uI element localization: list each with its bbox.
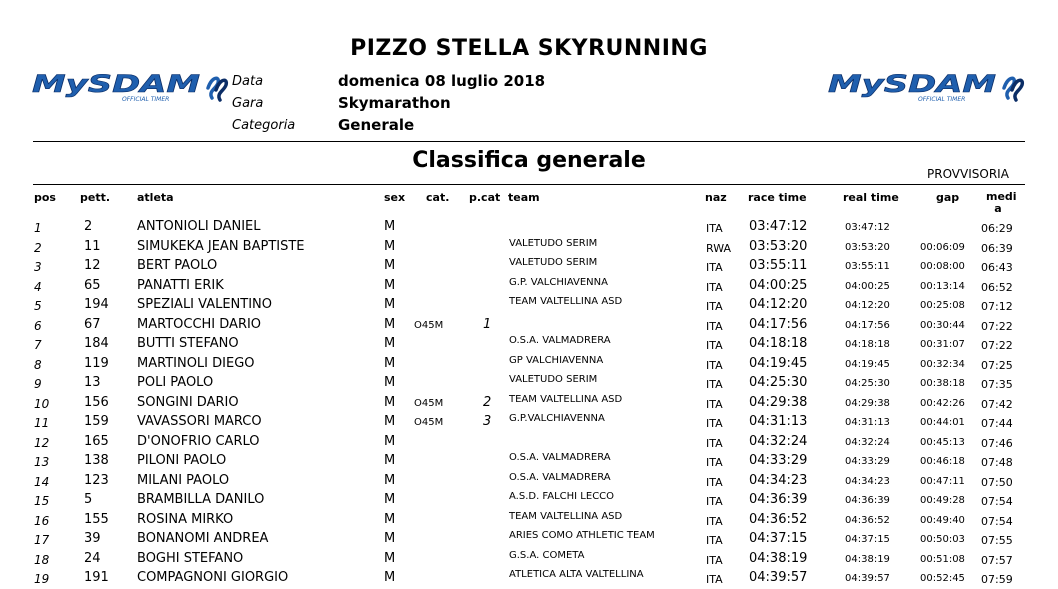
row-pace: 07:57 bbox=[981, 553, 1013, 567]
row-nation: ITA bbox=[706, 397, 723, 411]
row-category-pos: 2 bbox=[483, 394, 492, 410]
row-nation: ITA bbox=[706, 475, 723, 489]
row-gap: 00:45:13 bbox=[920, 436, 965, 448]
row-pace: 07:54 bbox=[981, 514, 1013, 528]
row-nation: ITA bbox=[706, 514, 723, 528]
row-gap: 00:30:44 bbox=[920, 319, 965, 331]
row-race-time: 04:39:57 bbox=[749, 570, 808, 585]
row-real-time: 04:36:52 bbox=[845, 514, 890, 526]
row-nation: ITA bbox=[706, 553, 723, 567]
gara-label: Gara bbox=[232, 96, 264, 111]
gara-value: Skymarathon bbox=[338, 94, 451, 112]
row-race-time: 04:32:24 bbox=[749, 433, 808, 449]
row-team: O.S.A. VALMADRERA bbox=[509, 452, 611, 463]
logo-subtext: OFFICIAL TIMER bbox=[918, 96, 966, 103]
row-gap: 00:46:18 bbox=[920, 456, 965, 467]
row-pett: 13 bbox=[84, 375, 101, 390]
row-category-pos: 1 bbox=[483, 316, 492, 332]
row-pace: 07:22 bbox=[981, 319, 1013, 333]
row-gap: 00:47:11 bbox=[920, 475, 965, 487]
col-header-team: team bbox=[508, 191, 540, 204]
page-title: PIZZO STELLA SKYRUNNING bbox=[350, 36, 708, 61]
row-pett: 5 bbox=[84, 492, 93, 507]
row-team: TEAM VALTELLINA ASD bbox=[509, 393, 623, 405]
row-athlete: BUTTI STEFANO bbox=[137, 336, 239, 351]
row-race-time: 03:47:12 bbox=[749, 219, 808, 234]
row-real-time: 04:17:56 bbox=[845, 319, 890, 331]
row-real-time: 04:29:38 bbox=[845, 397, 890, 409]
row-race-time: 04:33:29 bbox=[749, 453, 808, 468]
row-athlete: VAVASSORI MARCO bbox=[137, 414, 262, 429]
row-real-time: 03:55:11 bbox=[845, 261, 890, 272]
col-header-race-time: race time bbox=[748, 191, 807, 204]
row-gap: 00:49:40 bbox=[920, 514, 965, 526]
row-team: O.S.A. VALMADRERA bbox=[509, 471, 611, 483]
col-header-pett: pett. bbox=[80, 191, 111, 204]
col-header-media: medi a bbox=[986, 190, 1017, 215]
row-team: GP VALCHIAVENNA bbox=[509, 354, 604, 366]
row-athlete: ANTONIOLI DANIEL bbox=[137, 219, 261, 234]
row-pace: 07:42 bbox=[981, 397, 1013, 411]
row-sex: M bbox=[384, 297, 396, 312]
row-pace: 07:59 bbox=[981, 573, 1013, 586]
col-header-naz: naz bbox=[705, 191, 727, 204]
row-pace: 07:44 bbox=[981, 417, 1013, 430]
row-team: VALETUDO SERIM bbox=[509, 257, 598, 268]
row-gap: 00:25:08 bbox=[920, 300, 965, 311]
row-race-time: 03:53:20 bbox=[749, 238, 808, 254]
logo-wordmark: MySDAM bbox=[32, 70, 201, 98]
row-sex: M bbox=[384, 472, 396, 488]
row-pos: 14 bbox=[34, 474, 50, 489]
table-row bbox=[0, 335, 1058, 355]
row-pace: 06:43 bbox=[981, 261, 1013, 274]
row-gap: 00:32:34 bbox=[920, 358, 965, 370]
row-real-time: 04:32:24 bbox=[845, 436, 890, 448]
row-athlete: MARTOCCHI DARIO bbox=[137, 316, 262, 332]
table-row bbox=[0, 238, 1058, 258]
row-sex: M bbox=[384, 570, 396, 585]
col-header-pos: pos bbox=[34, 191, 56, 204]
classification-title: Classifica generale bbox=[412, 148, 646, 173]
row-sex: M bbox=[384, 492, 396, 507]
row-athlete: BRAMBILLA DANILO bbox=[137, 492, 265, 507]
row-nation: ITA bbox=[706, 378, 723, 391]
header-divider bbox=[33, 141, 1025, 142]
row-athlete: SONGINI DARIO bbox=[137, 394, 239, 410]
row-real-time: 04:18:18 bbox=[845, 339, 890, 350]
table-row bbox=[0, 413, 1058, 433]
row-pos: 15 bbox=[34, 494, 50, 508]
row-pos: 13 bbox=[34, 455, 50, 469]
row-athlete: PILONI PAOLO bbox=[137, 453, 227, 468]
row-nation: ITA bbox=[706, 222, 723, 235]
row-pett: 155 bbox=[84, 511, 109, 527]
logo-swirl-icon bbox=[208, 78, 226, 100]
row-sex: M bbox=[384, 453, 396, 468]
row-pace: 07:54 bbox=[981, 495, 1013, 508]
row-pett: 156 bbox=[84, 394, 109, 410]
status-badge: PROVVISORIA bbox=[927, 167, 1009, 181]
row-real-time: 04:25:30 bbox=[845, 378, 890, 389]
table-row bbox=[0, 374, 1058, 394]
row-pace: 06:52 bbox=[981, 280, 1013, 294]
row-pace: 07:22 bbox=[981, 339, 1013, 352]
table-row bbox=[0, 472, 1058, 492]
row-nation: ITA bbox=[706, 319, 723, 333]
row-pett: 12 bbox=[84, 258, 101, 273]
row-athlete: ROSINA MIRKO bbox=[137, 511, 234, 527]
table-row bbox=[0, 491, 1058, 511]
table-row bbox=[0, 316, 1058, 336]
row-gap: 00:31:07 bbox=[920, 339, 965, 350]
row-pos: 8 bbox=[34, 357, 42, 372]
table-row bbox=[0, 511, 1058, 531]
row-team: TEAM VALTELLINA ASD bbox=[509, 296, 623, 307]
row-pett: 138 bbox=[84, 453, 109, 468]
logo-wordmark: MySDAM bbox=[828, 70, 997, 98]
row-pett: 165 bbox=[84, 433, 109, 449]
table-row bbox=[0, 569, 1058, 589]
row-sex: M bbox=[384, 414, 396, 429]
row-pos: 4 bbox=[34, 279, 42, 294]
row-team: VALETUDO SERIM bbox=[509, 237, 598, 249]
row-pos: 2 bbox=[34, 240, 42, 255]
row-nation: ITA bbox=[706, 280, 723, 294]
row-athlete: MILANI PAOLO bbox=[137, 472, 230, 488]
row-team: VALETUDO SERIM bbox=[509, 374, 598, 385]
row-team: G.S.A. COMETA bbox=[509, 549, 585, 561]
row-pett: 67 bbox=[84, 316, 101, 332]
row-nation: ITA bbox=[706, 339, 723, 352]
row-nation: RWA bbox=[706, 241, 731, 255]
row-gap: 00:38:18 bbox=[920, 378, 965, 389]
row-pos: 6 bbox=[34, 318, 42, 333]
row-sex: M bbox=[384, 258, 396, 273]
row-athlete: SIMUKEKA JEAN BAPTISTE bbox=[137, 238, 305, 254]
row-athlete: BONANOMI ANDREA bbox=[137, 531, 269, 546]
row-sex: M bbox=[384, 336, 396, 351]
row-pace: 07:35 bbox=[981, 378, 1013, 391]
table-row bbox=[0, 218, 1058, 238]
row-race-time: 04:36:39 bbox=[749, 492, 808, 507]
row-pace: 06:29 bbox=[981, 222, 1013, 235]
row-pace: 07:48 bbox=[981, 456, 1013, 469]
row-pos: 9 bbox=[34, 377, 42, 391]
logo-swirl-icon bbox=[1004, 78, 1022, 100]
row-real-time: 04:12:20 bbox=[845, 300, 890, 311]
mysdam-logo-graphic bbox=[30, 70, 230, 104]
row-race-time: 04:19:45 bbox=[749, 355, 808, 371]
row-race-time: 04:31:13 bbox=[749, 414, 808, 429]
row-gap: 00:51:08 bbox=[920, 553, 965, 565]
table-row bbox=[0, 452, 1058, 472]
mysdam-logo-graphic bbox=[826, 70, 1026, 104]
col-header-gap: gap bbox=[936, 191, 960, 204]
row-race-time: 04:12:20 bbox=[749, 297, 808, 312]
row-real-time: 04:39:57 bbox=[845, 573, 890, 584]
row-pett: 24 bbox=[84, 550, 101, 566]
row-athlete: PANATTI ERIK bbox=[137, 277, 224, 293]
row-pett: 119 bbox=[84, 355, 109, 371]
row-real-time: 03:47:12 bbox=[845, 222, 890, 233]
col-header-cat: cat. bbox=[426, 191, 450, 204]
row-race-time: 04:34:23 bbox=[749, 472, 808, 488]
row-sex: M bbox=[384, 433, 396, 449]
row-gap: 00:52:45 bbox=[920, 573, 965, 584]
table-row bbox=[0, 433, 1058, 453]
row-category-pos: 3 bbox=[483, 414, 492, 429]
row-nation: ITA bbox=[706, 495, 723, 508]
row-nation: ITA bbox=[706, 573, 723, 586]
row-gap: 00:08:00 bbox=[920, 261, 965, 272]
row-sex: M bbox=[384, 277, 396, 293]
row-athlete: BOGHI STEFANO bbox=[137, 550, 244, 566]
row-pos: 10 bbox=[34, 396, 50, 411]
row-race-time: 04:00:25 bbox=[749, 277, 808, 293]
mysdam-logo-right bbox=[826, 70, 1026, 104]
row-race-time: 04:29:38 bbox=[749, 394, 808, 410]
row-pos: 12 bbox=[34, 435, 50, 450]
results-table bbox=[0, 218, 1058, 586]
table-row bbox=[0, 550, 1058, 570]
row-pos: 7 bbox=[34, 338, 42, 352]
row-pett: 191 bbox=[84, 570, 109, 585]
row-pos: 5 bbox=[34, 299, 42, 313]
col-header-sex: sex bbox=[384, 191, 406, 204]
row-pace: 07:12 bbox=[981, 300, 1013, 313]
row-category: O45M bbox=[414, 417, 444, 428]
row-gap: 00:49:28 bbox=[920, 495, 965, 506]
row-real-time: 04:36:39 bbox=[845, 495, 890, 506]
row-race-time: 04:25:30 bbox=[749, 375, 808, 390]
row-pos: 11 bbox=[34, 416, 50, 430]
row-nation: ITA bbox=[706, 417, 723, 430]
table-row bbox=[0, 530, 1058, 550]
col-header-atleta: atleta bbox=[137, 191, 174, 204]
table-row bbox=[0, 296, 1058, 316]
row-sex: M bbox=[384, 531, 396, 546]
row-nation: ITA bbox=[706, 358, 723, 372]
row-team: G.P. VALCHIAVENNA bbox=[509, 276, 608, 288]
row-sex: M bbox=[384, 219, 396, 234]
row-pos: 3 bbox=[34, 260, 42, 274]
row-real-time: 04:37:15 bbox=[845, 534, 890, 545]
row-sex: M bbox=[384, 511, 396, 527]
row-real-time: 04:00:25 bbox=[845, 280, 890, 292]
row-race-time: 04:36:52 bbox=[749, 511, 808, 527]
row-race-time: 04:18:18 bbox=[749, 336, 808, 351]
row-athlete: D'ONOFRIO CARLO bbox=[137, 433, 260, 449]
col-header-pcat: p.cat bbox=[469, 191, 501, 204]
row-pett: 123 bbox=[84, 472, 109, 488]
row-real-time: 04:33:29 bbox=[845, 456, 890, 467]
row-sex: M bbox=[384, 550, 396, 566]
row-real-time: 03:53:20 bbox=[845, 241, 890, 253]
row-real-time: 04:38:19 bbox=[845, 553, 890, 565]
row-team: G.P.VALCHIAVENNA bbox=[509, 413, 605, 424]
table-row bbox=[0, 257, 1058, 277]
row-real-time: 04:34:23 bbox=[845, 475, 890, 487]
row-pett: 2 bbox=[84, 219, 93, 234]
row-team: ATLETICA ALTA VALTELLINA bbox=[509, 569, 644, 580]
row-sex: M bbox=[384, 375, 396, 390]
row-pos: 16 bbox=[34, 513, 50, 528]
row-pace: 07:55 bbox=[981, 534, 1013, 547]
row-real-time: 04:19:45 bbox=[845, 358, 890, 370]
row-pace: 07:50 bbox=[981, 475, 1013, 489]
row-athlete: COMPAGNONI GIORGIO bbox=[137, 570, 289, 585]
row-team: TEAM VALTELLINA ASD bbox=[509, 510, 623, 522]
row-pos: 19 bbox=[34, 572, 50, 586]
row-pett: 65 bbox=[84, 277, 101, 293]
row-gap: 00:44:01 bbox=[920, 417, 965, 428]
row-gap: 00:06:09 bbox=[920, 241, 965, 253]
row-race-time: 04:17:56 bbox=[749, 316, 808, 332]
row-race-time: 04:38:19 bbox=[749, 550, 808, 566]
categoria-value: Generale bbox=[338, 116, 415, 134]
row-pos: 1 bbox=[34, 221, 42, 235]
row-team: O.S.A. VALMADRERA bbox=[509, 335, 611, 346]
row-nation: ITA bbox=[706, 300, 723, 313]
row-pett: 184 bbox=[84, 336, 109, 351]
row-gap: 00:13:14 bbox=[920, 280, 965, 292]
row-athlete: POLI PAOLO bbox=[137, 375, 214, 390]
row-race-time: 04:37:15 bbox=[749, 531, 808, 546]
table-top-divider bbox=[33, 184, 1025, 185]
mysdam-logo-left bbox=[30, 70, 230, 104]
row-athlete: SPEZIALI VALENTINO bbox=[137, 297, 273, 312]
row-team: ARIES COMO ATHLETIC TEAM bbox=[509, 530, 655, 541]
row-sex: M bbox=[384, 394, 396, 410]
table-row bbox=[0, 277, 1058, 297]
logo-subtext: OFFICIAL TIMER bbox=[122, 96, 170, 103]
row-pos: 18 bbox=[34, 552, 50, 567]
col-header-real-time: real time bbox=[843, 191, 899, 204]
row-pett: 194 bbox=[84, 297, 109, 312]
data-value: domenica 08 luglio 2018 bbox=[338, 72, 546, 90]
row-category: O45M bbox=[414, 319, 444, 331]
row-gap: 00:42:26 bbox=[920, 397, 965, 409]
table-row bbox=[0, 355, 1058, 375]
row-nation: ITA bbox=[706, 436, 723, 450]
row-pace: 06:39 bbox=[981, 241, 1013, 255]
row-race-time: 03:55:11 bbox=[749, 258, 808, 273]
row-athlete: MARTINOLI DIEGO bbox=[137, 355, 255, 371]
row-pace: 07:25 bbox=[981, 358, 1013, 372]
row-pett: 11 bbox=[84, 238, 101, 254]
data-label: Data bbox=[232, 74, 264, 89]
row-pett: 159 bbox=[84, 414, 109, 429]
row-sex: M bbox=[384, 316, 396, 332]
table-row bbox=[0, 394, 1058, 414]
row-nation: ITA bbox=[706, 261, 723, 274]
row-gap: 00:50:03 bbox=[920, 534, 965, 545]
row-pos: 17 bbox=[34, 533, 50, 547]
row-real-time: 04:31:13 bbox=[845, 417, 890, 428]
row-team: A.S.D. FALCHI LECCO bbox=[509, 491, 615, 502]
categoria-label: Categoria bbox=[232, 118, 296, 133]
row-nation: ITA bbox=[706, 534, 723, 547]
row-sex: M bbox=[384, 355, 396, 371]
row-nation: ITA bbox=[706, 456, 723, 469]
row-sex: M bbox=[384, 238, 396, 254]
row-pace: 07:46 bbox=[981, 436, 1013, 450]
row-pett: 39 bbox=[84, 531, 101, 546]
row-category: O45M bbox=[414, 397, 444, 409]
row-athlete: BERT PAOLO bbox=[137, 258, 218, 273]
